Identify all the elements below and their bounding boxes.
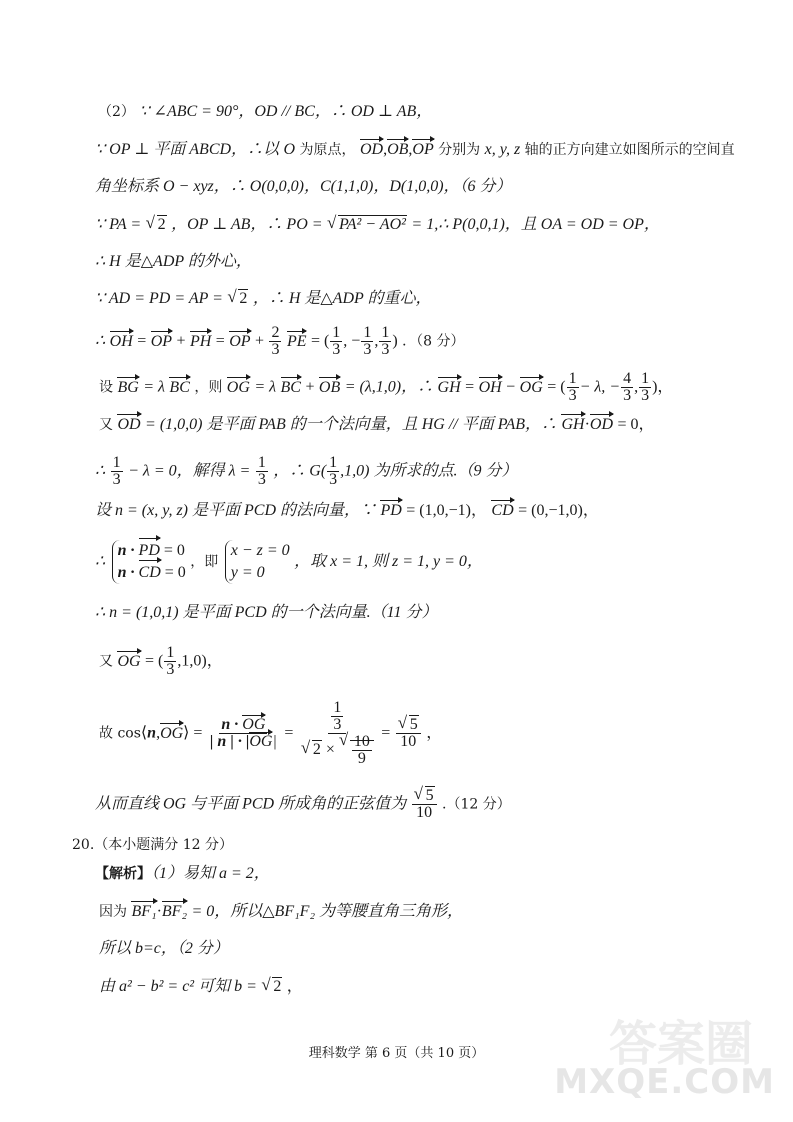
line-10: ∴ $\frac{1}{3}$ − λ = 0，解得 λ = $\frac{1}{3}$ ，∴ G( $\frac{1}{3}$ ,1,0) 为所求的点.（9 分） xyxy=(95,454,518,488)
math-var: x, y, z xyxy=(484,141,521,158)
line-14: 又 OG = ( $\frac{1}{3}$ ,1,0)， xyxy=(99,644,223,678)
math-text: 角坐标系 O − xyz，∴ O(0,0,0)，C(1,1,0)，D(1,0,0)，（6 分） xyxy=(95,178,512,195)
page-footer: 理科数学 第 6 页（共 10 页） xyxy=(308,1046,485,1061)
vector-oh: OH xyxy=(109,332,133,350)
math-text: ∵ AD = PD = AP = xyxy=(95,290,223,307)
line-15: 故 cos⟨n,OG⟩ = $\frac{n \cdot OG}{| n | \cdot |OG|}$ = $\frac{1}{3}$ √ 2 × √ $\frac{10}{9}$ = √ $\frac{5}{10}$ ， xyxy=(99,700,442,767)
math-text: ，OP ⊥ AB，∴ PO = xyxy=(171,216,323,233)
vector-op: OP xyxy=(229,332,251,350)
text: 轴的正方向建立如图所示的空间直 xyxy=(524,142,735,158)
section-20-title: 20.（本小题满分 12 分） xyxy=(72,837,233,853)
math-text: = 1,∴ P(0,0,1)，且 OA = OD = OP， xyxy=(411,216,660,233)
line-9: 又 OD = (1,0,0) 是平面 PAB 的一个法向量，且 HG // 平面 PAB，∴ GH·OD = 0， xyxy=(99,416,655,433)
s20-line-2: 因为 BF₁·BF₂ = 0，所以△BF₁F₂ 为等腰直角三角形， xyxy=(99,903,464,920)
line-2: ∵ OP ⊥ 平面 ABCD，∴以 O 为原点， OD,OB,OP 分别为 x, y, z 轴的正方向建立如图所示的空间直 xyxy=(95,141,735,158)
vector-ph: PH xyxy=(189,332,212,350)
line-12: ∴ n · PD = 0 n · CD = 0 ，即 x − z = 0 y = 0 ，取 x = 1, 则 z = 1, y = 0， xyxy=(95,540,483,584)
sqrt-expr: √ PA² − AO² xyxy=(327,216,407,234)
value-fraction: $\frac{1}{3}$ √ 2 × √ $\frac{10}{9}$ xyxy=(299,700,376,767)
text: 分别为 xyxy=(438,142,481,158)
vector-op: OP xyxy=(150,332,173,350)
line-16: 从而直线 OG 与平面 PCD 所成角的正弦值为 √ $\frac{5}{10}$ .（12 分） xyxy=(95,788,511,821)
s20-line-4: 由 a² − b² = c² 可知 b = √ 2 ， xyxy=(99,978,303,996)
math-text: ∴ H 是△ADP 的外心， xyxy=(95,253,252,270)
line-13: ∴ n = (1,0,1) 是平面 PCD 的一个法向量.（11 分） xyxy=(95,604,438,621)
math-text: ，∴ H 是△ADP 的重心， xyxy=(252,290,432,307)
text: 为原点， xyxy=(299,142,356,158)
s20-line-1: 【解析】（1）易知 a = 2， xyxy=(95,865,270,882)
line-8: 设 BG = λ BC ，则 OG = λ BC + OB = (λ,1,0)，∴ GH = OH − OG = ( $\frac{1}{3}$ − λ, − $\frac{4}{3}$ , $\frac{1}{3}$ )， xyxy=(99,370,674,404)
math-text: ∵ ∠ABC = 90°，OD // BC，∴ OD ⊥ AB， xyxy=(139,103,433,120)
watermark-logo: 答案圈 xyxy=(608,1016,753,1072)
math-var: O xyxy=(283,141,296,158)
sqrt-2: √ 2 xyxy=(227,290,248,308)
vector-pe: PE xyxy=(286,332,307,350)
equation-system: x − z = 0 y = 0 xyxy=(225,540,290,584)
vector-op: OP xyxy=(412,141,434,158)
fraction: $\frac{2}{3}$ xyxy=(271,324,280,358)
result-fraction: √ $\frac{5}{10}$ xyxy=(396,717,421,750)
vector-od: OD xyxy=(359,141,384,158)
watermark: MXQE.COM xyxy=(554,1062,775,1102)
line-1 xyxy=(98,103,432,121)
cos-fraction: $\frac{n \cdot OG}{| n | \cdot |OG|}$ xyxy=(209,716,277,750)
score: ．（8 分） xyxy=(402,333,465,350)
vector-ob: OB xyxy=(387,141,409,158)
line-4 xyxy=(95,216,660,234)
math-text: ∵ PA = xyxy=(95,216,142,233)
part-label: （2） xyxy=(98,104,135,120)
line-7: ∴ OH = OP + PH = OP + $\frac{2}{3}$ PE = ( $\frac{1}{3}$ , − $\frac{1}{3}$ , $\frac{1}{3}$ ) ．（8 分） xyxy=(95,324,465,358)
line-3 xyxy=(95,178,512,196)
equation-system: n · PD = 0 n · CD = 0 xyxy=(112,540,186,584)
line-11: 设 n = (x, y, z) 是平面 PCD 的法向量，∵ PD = (1,0,−1)， CD = (0,−1,0)， xyxy=(95,502,599,519)
line-5 xyxy=(95,253,252,271)
s20-line-3: 所以 b=c，（2 分） xyxy=(99,940,229,957)
sqrt-2: √ 2 xyxy=(146,216,167,234)
line-6 xyxy=(95,290,432,308)
math-text: ∵ OP ⊥ 平面 ABCD，∴以 xyxy=(95,141,280,158)
